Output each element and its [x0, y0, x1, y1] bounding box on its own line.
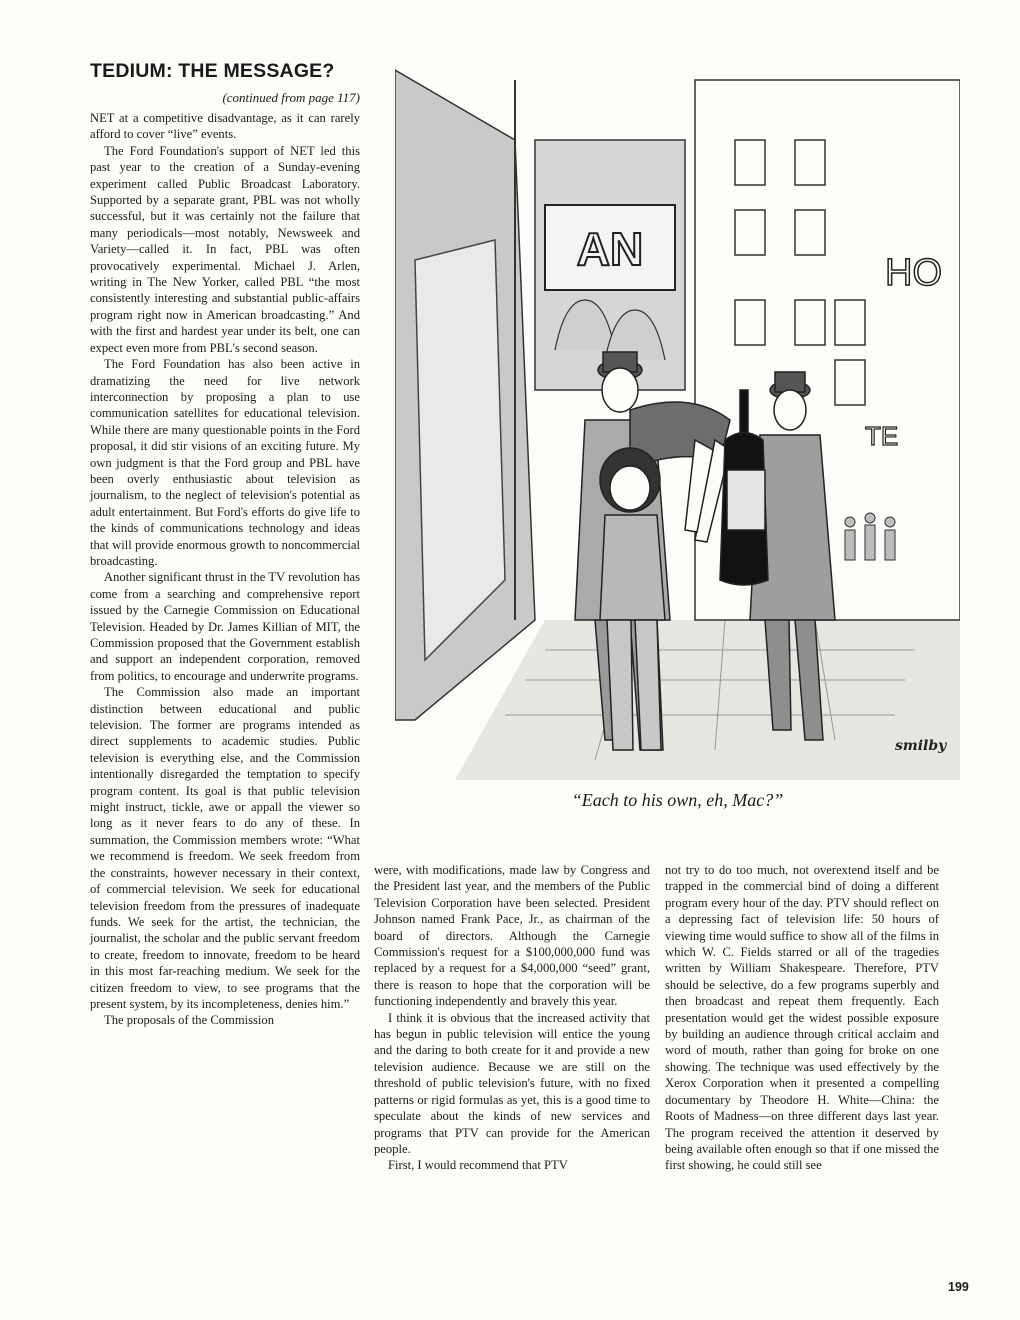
paragraph: The proposals of the Commission: [104, 1013, 275, 1028]
storefront-sign: AN: [576, 223, 644, 275]
paragraph: The Ford Foundation has also been active in dramatizing the need for live network interconnection by proposing a plan to use communication satellites for educational television. While there are many questionable points in the Ford proposal, it did stir visions of an exciting future. My own judgment is that the Ford group and PBL have been overly enthusiastic about television as journalism, to the neglect of television's potential as adult entertainment. But Ford's efforts do give life to the kinds of communications technology and ideas that will provide enormous growth to noncommercial broadcasting.: [90, 357, 360, 568]
column-1: [90, 110, 360, 1029]
paragraph: I think it is obvious that the increased activity that has begun in public television will entice the young and the daring to both create for it and provide a new television audience. Because we are still on the threshold of public television's future, with no fixed patterns or rigid formulas as yet, this is a good time to speculate about the kinds of new services and programs that PTV can provide for the American people.: [374, 1010, 650, 1156]
paragraph: The Ford Foundation's support of NET led this past year to the creation of a Sunday-evening experiment called Public Broadcast Laboratory. Supported by a separate grant, PBL was not wholly successful, but it was certainly not the failure that many periodicals—most notably, Newsweek and Variety—called it. In fact, PBL was often provocatively experimental. Michael J. Arlen, writing in The New Yorker, called PBL “the most consistently interesting and substantial public-affairs program right now in American broadcasting.” And with the first and hardest year under its belt, one can expect even more from PBL's second season.: [90, 143, 360, 355]
building-sign-ho: HO: [885, 252, 942, 294]
paragraph: were, with modifications, made law by Congress and the President last year, and the members of the Public Television Corporation have been selected. President Johnson named Frank Pace, Jr., as chairman of the board of directors. Although the Carnegie Commission's request for a $100,000,000 fund was replaced by a request for a $4,000,000 “seed” grant, there is reason to hope that the corporation will be functioning independently and bravely this year.: [374, 863, 650, 1009]
paragraph: NET at a competitive disadvantage, as it can rarely afford to cover “live” events.: [90, 111, 360, 142]
article-title: TEDIUM: THE MESSAGE?: [90, 60, 335, 82]
paragraph: not try to do too much, not overextend itself and be trapped in the commercial bind of doing a different program every hour of the day. PTV should reflect on a depressing fact of television life: 50 hours of viewing time would suffice to show all of the films in which W. C. Fields starred or all of the tragedies written by William Shakespeare. Therefore, PTV should be selective, do a few programs superbly and then broadcast and repeat them frequently. Each presentation would get the widest possible exposure by building an audience through critical acclaim and word of mouth, rather than going for broke on one showing. The technique was used effectively by the Xerox Corporation when it presented a compelling documentary by Theodore H. White—China: the Roots of Madness—on three different days last year. The program received the attention it deserved by being available often enough so that if one missed the first showing, he could still see: [665, 863, 939, 1173]
column-3: [665, 862, 939, 1174]
building-sign-te: TE: [865, 421, 899, 451]
artist-signature: smilby: [895, 738, 947, 754]
page-number: 199: [948, 1280, 969, 1294]
paragraph: First, I would recommend that PTV: [388, 1158, 568, 1173]
column-2: [374, 862, 650, 1174]
continued-from-note: (continued from page 117): [222, 90, 360, 105]
paragraph: The Commission also made an important distinction between educational and public television. The former are programs intended as direct supplements to academic studies. Public television is everything else, and the Commission intentionally disregarded the temptation to specify program content. Its goal is that public television might instruct, tickle, awe or appall the viewer so long as it never fears to do any of these. In summation, the Commission members wrote: “What we recommend is freedom. We seek freedom from the constraints, however necessary in their context, of commercial television. We seek for educational television freedom from the pressures of inadequate funds. We seek for the artist, the technician, the journalist, the scholar and the public servant freedom to create, freedom to innovate, freedom to be heard in this most far-reaching medium. We seek for the citizen freedom to view, to see programs that the present system, by its incompleteness, denies him.”: [90, 685, 360, 1011]
cartoon-illustration: [395, 60, 960, 780]
cartoon-caption: “Each to his own, eh, Mac?”: [571, 790, 784, 810]
paragraph: Another significant thrust in the TV revolution has come from a searching and comprehensive report issued by the Carnegie Commission on Educational Television. Headed by Dr. James Killian of MIT, the Commission proposed that the Government establish and support an independent corporation, removed from politics, to encourage and underwrite programs.: [90, 570, 360, 683]
